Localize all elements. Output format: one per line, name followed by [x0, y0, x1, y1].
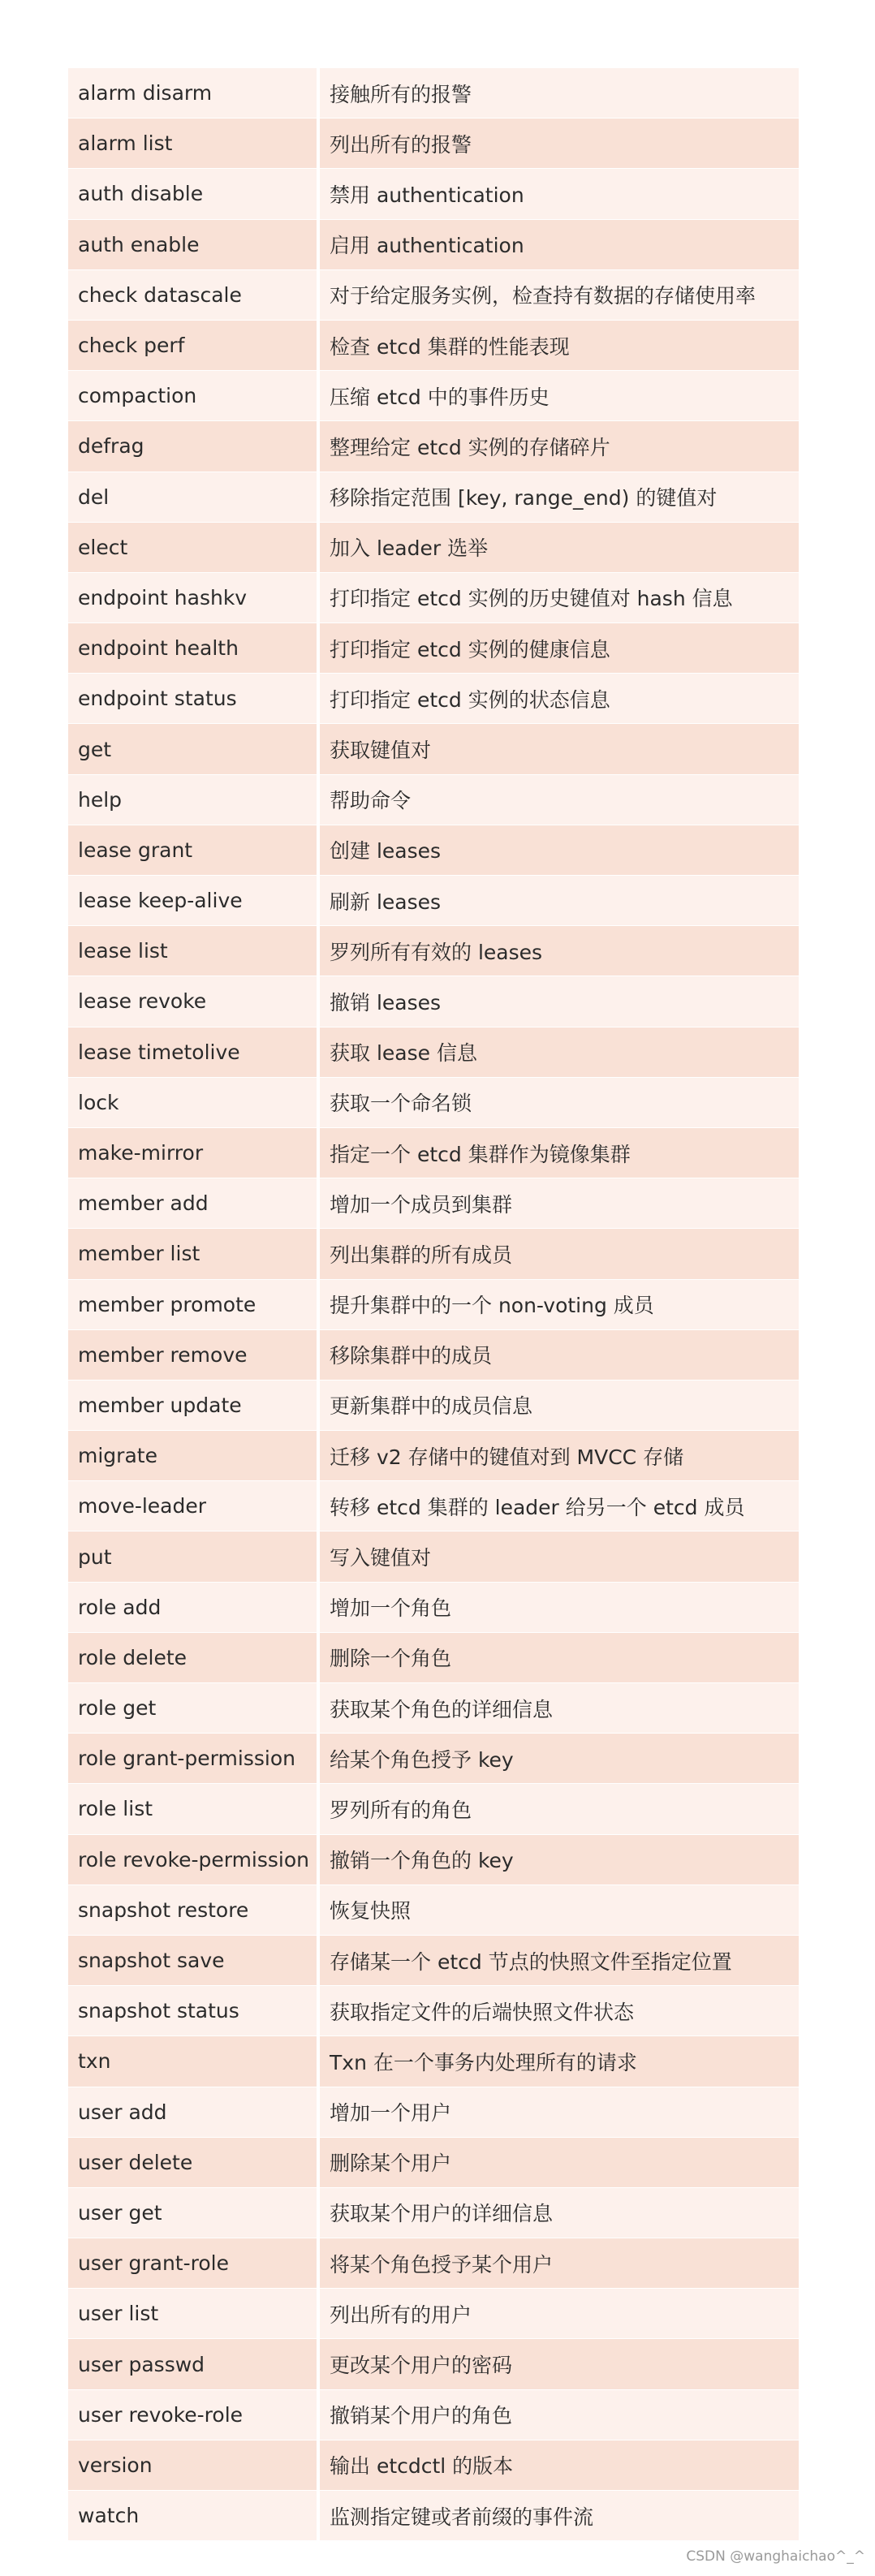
table-row — [68, 1734, 799, 1784]
command-cell: user grant-role — [68, 2238, 318, 2289]
description-cell: 接触所有的报警 — [318, 68, 799, 118]
description-cell: 获取键值对 — [318, 724, 799, 774]
table-row — [68, 1329, 799, 1380]
command-cell: defrag — [68, 421, 318, 472]
description-cell: 撤销某个用户的角色 — [318, 2389, 799, 2440]
description-cell: 列出所有的用户 — [318, 2289, 799, 2339]
description-cell: 罗列所有有效的 leases — [318, 926, 799, 976]
table-row — [68, 169, 799, 219]
table-row — [68, 522, 799, 572]
description-cell: 将某个角色授予某个用户 — [318, 2238, 799, 2289]
command-cell: endpoint hashkv — [68, 572, 318, 622]
command-cell: auth enable — [68, 219, 318, 269]
table-row — [68, 674, 799, 724]
table-row — [68, 774, 799, 825]
table-row — [68, 219, 799, 269]
description-cell: 撤销一个角色的 key — [318, 1834, 799, 1885]
description-cell: Txn 在一个事务内处理所有的请求 — [318, 2036, 799, 2087]
table-row — [68, 1834, 799, 1885]
table-row — [68, 572, 799, 622]
description-cell: 罗列所有的角色 — [318, 1784, 799, 1834]
command-cell: alarm disarm — [68, 68, 318, 118]
table-row — [68, 1531, 799, 1582]
command-cell: snapshot status — [68, 1986, 318, 2036]
description-cell: 列出所有的报警 — [318, 118, 799, 169]
command-cell: member add — [68, 1178, 318, 1229]
watermark: CSDN @wanghaichao^_^ — [686, 2548, 865, 2565]
command-cell: member update — [68, 1380, 318, 1430]
description-cell: 获取一个命名锁 — [318, 1077, 799, 1127]
table-row — [68, 1431, 799, 1481]
description-cell: 提升集群中的一个 non-voting 成员 — [318, 1279, 799, 1329]
command-cell: elect — [68, 522, 318, 572]
table-row — [68, 2339, 799, 2389]
table-row — [68, 1229, 799, 1279]
description-cell: 打印指定 etcd 实例的状态信息 — [318, 674, 799, 724]
command-cell: txn — [68, 2036, 318, 2087]
table-row — [68, 1178, 799, 1229]
description-cell: 整理给定 etcd 实例的存储碎片 — [318, 421, 799, 472]
description-cell: 压缩 etcd 中的事件历史 — [318, 371, 799, 421]
command-cell: check perf — [68, 320, 318, 370]
command-table-body — [68, 68, 799, 2541]
description-cell: 获取某个角色的详细信息 — [318, 1683, 799, 1734]
table-row — [68, 1481, 799, 1531]
command-cell: get — [68, 724, 318, 774]
table-row — [68, 1885, 799, 1935]
description-cell: 存储某一个 etcd 节点的快照文件至指定位置 — [318, 1935, 799, 1985]
description-cell: 创建 leases — [318, 825, 799, 875]
command-cell: version — [68, 2440, 318, 2490]
command-cell: lease revoke — [68, 976, 318, 1027]
description-cell: 恢复快照 — [318, 1885, 799, 1935]
description-cell: 检查 etcd 集群的性能表现 — [318, 320, 799, 370]
command-cell: user revoke-role — [68, 2389, 318, 2440]
command-cell: migrate — [68, 1431, 318, 1481]
description-cell: 监测指定键或者前缀的事件流 — [318, 2491, 799, 2541]
command-cell: lease list — [68, 926, 318, 976]
description-cell: 转移 etcd 集群的 leader 给另一个 etcd 成员 — [318, 1481, 799, 1531]
command-cell: watch — [68, 2491, 318, 2541]
command-cell: auth disable — [68, 169, 318, 219]
command-cell: compaction — [68, 371, 318, 421]
table-row — [68, 825, 799, 875]
table-row — [68, 2491, 799, 2541]
command-cell: member list — [68, 1229, 318, 1279]
description-cell: 移除指定范围 [key, range_end) 的键值对 — [318, 472, 799, 522]
table-row — [68, 2389, 799, 2440]
table-row — [68, 1279, 799, 1329]
description-cell: 打印指定 etcd 实例的健康信息 — [318, 623, 799, 674]
description-cell: 写入键值对 — [318, 1531, 799, 1582]
description-cell: 加入 leader 选举 — [318, 522, 799, 572]
description-cell: 指定一个 etcd 集群作为镜像集群 — [318, 1127, 799, 1178]
command-cell: role revoke-permission — [68, 1834, 318, 1885]
description-cell: 列出集群的所有成员 — [318, 1229, 799, 1279]
command-cell: endpoint health — [68, 623, 318, 674]
description-cell: 删除某个用户 — [318, 2137, 799, 2187]
command-cell: put — [68, 1531, 318, 1582]
command-cell: user list — [68, 2289, 318, 2339]
description-cell: 启用 authentication — [318, 219, 799, 269]
description-cell: 刷新 leases — [318, 876, 799, 926]
command-cell: lease grant — [68, 825, 318, 875]
table-row — [68, 926, 799, 976]
table-row — [68, 623, 799, 674]
table-row — [68, 1380, 799, 1430]
command-cell: user passwd — [68, 2339, 318, 2389]
table-row — [68, 421, 799, 472]
table-row — [68, 724, 799, 774]
description-cell: 帮助命令 — [318, 774, 799, 825]
description-cell: 撤销 leases — [318, 976, 799, 1027]
command-cell: snapshot save — [68, 1935, 318, 1985]
description-cell: 获取 lease 信息 — [318, 1027, 799, 1077]
command-cell: alarm list — [68, 118, 318, 169]
table-row — [68, 118, 799, 169]
description-cell: 获取指定文件的后端快照文件状态 — [318, 1986, 799, 2036]
table-row — [68, 2440, 799, 2490]
table-row — [68, 1027, 799, 1077]
description-cell: 移除集群中的成员 — [318, 1329, 799, 1380]
description-cell: 输出 etcdctl 的版本 — [318, 2440, 799, 2490]
command-cell: member remove — [68, 1329, 318, 1380]
command-cell: make-mirror — [68, 1127, 318, 1178]
command-cell: check datascale — [68, 269, 318, 320]
description-cell: 迁移 v2 存储中的键值对到 MVCC 存储 — [318, 1431, 799, 1481]
table-row — [68, 1127, 799, 1178]
description-cell: 获取某个用户的详细信息 — [318, 2187, 799, 2238]
table-row — [68, 2187, 799, 2238]
table-row — [68, 2289, 799, 2339]
description-cell: 删除一个角色 — [318, 1632, 799, 1682]
table-row — [68, 2238, 799, 2289]
command-cell: move-leader — [68, 1481, 318, 1531]
table-row — [68, 1784, 799, 1834]
command-cell: user add — [68, 2087, 318, 2137]
table-row — [68, 371, 799, 421]
table-row — [68, 2137, 799, 2187]
table-row — [68, 1935, 799, 1985]
table-row — [68, 1632, 799, 1682]
table-row — [68, 1986, 799, 2036]
command-cell: role list — [68, 1784, 318, 1834]
command-cell: role grant-permission — [68, 1734, 318, 1784]
table-row — [68, 472, 799, 522]
etcdctl-command-table — [68, 68, 799, 2541]
description-cell: 禁用 authentication — [318, 169, 799, 219]
table-row — [68, 1077, 799, 1127]
description-cell: 增加一个成员到集群 — [318, 1178, 799, 1229]
description-cell: 打印指定 etcd 实例的历史键值对 hash 信息 — [318, 572, 799, 622]
command-cell: role add — [68, 1582, 318, 1632]
table-row — [68, 876, 799, 926]
command-cell: user get — [68, 2187, 318, 2238]
description-cell: 增加一个用户 — [318, 2087, 799, 2137]
description-cell: 更新集群中的成员信息 — [318, 1380, 799, 1430]
table-row — [68, 320, 799, 370]
table-row — [68, 2036, 799, 2087]
command-cell: role get — [68, 1683, 318, 1734]
command-cell: lease keep-alive — [68, 876, 318, 926]
table-row — [68, 2087, 799, 2137]
command-cell: member promote — [68, 1279, 318, 1329]
table-row — [68, 68, 799, 118]
table-row — [68, 976, 799, 1027]
table-row — [68, 1582, 799, 1632]
command-cell: del — [68, 472, 318, 522]
command-cell: help — [68, 774, 318, 825]
description-cell: 给某个角色授予 key — [318, 1734, 799, 1784]
command-cell: endpoint status — [68, 674, 318, 724]
command-cell: snapshot restore — [68, 1885, 318, 1935]
command-cell: user delete — [68, 2137, 318, 2187]
table-row — [68, 269, 799, 320]
description-cell: 更改某个用户的密码 — [318, 2339, 799, 2389]
command-cell: lease timetolive — [68, 1027, 318, 1077]
description-cell: 对于给定服务实例，检查持有数据的存储使用率 — [318, 269, 799, 320]
command-cell: lock — [68, 1077, 318, 1127]
description-cell: 增加一个角色 — [318, 1582, 799, 1632]
command-cell: role delete — [68, 1632, 318, 1682]
table-row — [68, 1683, 799, 1734]
